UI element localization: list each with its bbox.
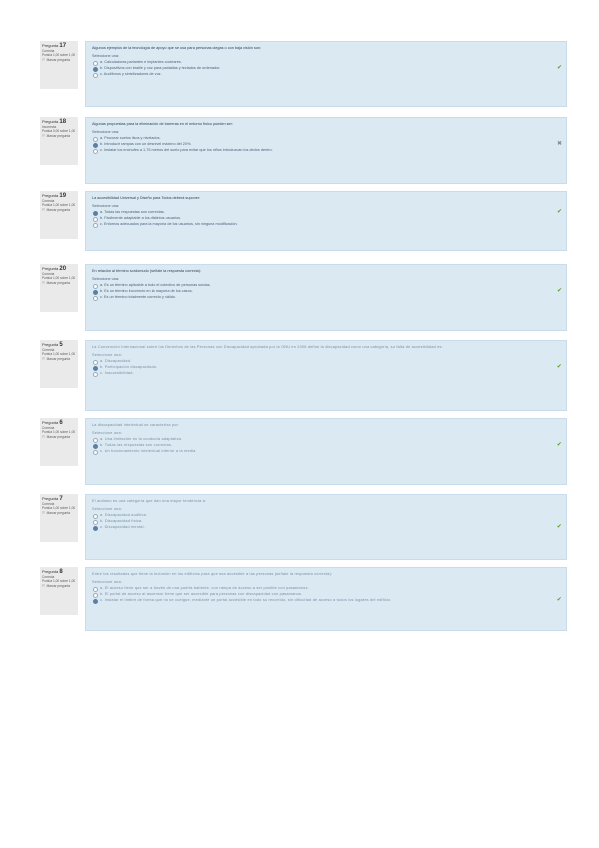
question-text: La discapacidad intelectual se caracteriza por: <box>92 423 180 427</box>
answer-option-label: c. Inaccesibilidad. <box>100 371 134 375</box>
question-6 <box>40 418 567 485</box>
answer-option[interactable] <box>92 448 560 454</box>
question-content <box>85 340 567 411</box>
flag-icon: ⚐ <box>42 132 46 138</box>
question-17 <box>40 41 567 107</box>
correct-check-icon: ✔ <box>556 209 562 215</box>
answer-option[interactable] <box>92 294 560 300</box>
question-content <box>85 191 567 251</box>
question-number: Pregunta 8 <box>42 569 63 575</box>
question-info <box>40 494 78 542</box>
flag-question-link[interactable]: ⚐ Marcar pregunta <box>42 582 70 588</box>
answer-option-label: c. Instalar el timbre de forma que no se cuelgue, mediante un portal accesible en todo su recorrido, sin dificultad de acceso a todos los lugares del edificio. <box>100 598 392 602</box>
question-info <box>40 191 78 239</box>
radio-button[interactable] <box>93 149 98 154</box>
correct-check-icon: ✔ <box>556 597 562 603</box>
question-content <box>85 494 567 560</box>
question-content <box>85 567 567 631</box>
answer-option-label: b. Participación discapacitado. <box>100 365 158 369</box>
flag-question-link[interactable]: ⚐ Marcar pregunta <box>42 355 70 361</box>
answer-option-label: c. Instalar los enchufes a 1,75 metros del suelo para evitar que los niños introduzcan los dedos dentro. <box>100 148 273 152</box>
question-number: Pregunta 6 <box>42 420 63 426</box>
question-score: Puntúa 0,00 sobre 1,00 <box>42 129 76 134</box>
question-text: La accesibilidad Universal y Diseño para Todos deberá suponer: <box>92 196 201 200</box>
question-text: Algunos ejemplos de la tecnología de apoyo que se usa para personas ciegas o con baja visión son: <box>92 46 262 50</box>
question-number: Pregunta 20 <box>42 266 67 272</box>
flag-icon: ⚐ <box>42 433 46 439</box>
question-number: Pregunta 7 <box>42 496 63 502</box>
flag-icon: ⚐ <box>42 56 46 62</box>
flag-question-link[interactable]: ⚐ Marcar pregunta <box>42 132 70 138</box>
radio-button[interactable] <box>93 599 98 604</box>
question-state: Correcta <box>42 271 55 276</box>
flag-question-link[interactable]: ⚐ Marcar pregunta <box>42 56 70 62</box>
question-text: Entre los resultados que tiene la inclusión en los edificios para que sea accesible a las personas (señale la respuesta correcta): <box>92 572 333 576</box>
answer-option[interactable] <box>92 71 560 77</box>
correct-check-icon: ✔ <box>556 524 562 530</box>
correct-check-icon: ✔ <box>556 364 562 370</box>
question-score: Puntúa 1,00 sobre 1,00 <box>42 430 76 435</box>
correct-check-icon: ✔ <box>556 288 562 294</box>
question-18 <box>40 117 567 184</box>
answer-option[interactable] <box>92 370 560 376</box>
radio-button[interactable] <box>93 223 98 228</box>
answer-option-label: b. Introducir rampas con un desnivel máximo del 20%. <box>100 142 192 146</box>
question-info <box>40 418 78 466</box>
question-state: Correcta <box>42 425 55 430</box>
answer-option[interactable] <box>92 221 560 227</box>
answer-prompt: Seleccione una: <box>92 204 120 208</box>
question-score: Puntúa 1,00 sobre 1,00 <box>42 579 76 584</box>
answer-prompt: Seleccione una: <box>92 580 123 584</box>
radio-button[interactable] <box>93 526 98 531</box>
answer-prompt: Seleccione una: <box>92 130 120 134</box>
question-text: Algunas propuestas para la eliminación de barreras en el entorno físico pueden ser: <box>92 122 233 126</box>
radio-button[interactable] <box>93 450 98 455</box>
question-8 <box>40 567 567 631</box>
question-info <box>40 340 78 388</box>
answer-option-label: b. Fácilmente adaptable a los distintos usuarios. <box>100 216 182 220</box>
flag-question-link[interactable]: ⚐ Marcar pregunta <box>42 509 70 515</box>
question-score: Puntúa 1,00 sobre 1,00 <box>42 276 76 281</box>
answer-option-label: c. Un funcionamiento intelectual inferior a la media. <box>100 449 197 453</box>
question-info <box>40 264 78 312</box>
answer-option-label: c. Es un término totalmente correcto y válido. <box>100 295 176 299</box>
question-score: Puntúa 1,00 sobre 1,00 <box>42 506 76 511</box>
answer-option-label: b. Dispositivos con braille y voz para pantallas y teclados de ordenador. <box>100 66 221 70</box>
answer-option-label: c. Entornos adecuados para la mayoría de los usuarios, sin ninguna modificación. <box>100 222 238 226</box>
question-state: Correcta <box>42 347 55 352</box>
flag-icon: ⚐ <box>42 582 46 588</box>
answer-option-label: b. Todas las respuestas son correctas. <box>100 443 173 447</box>
answer-option-label: a. Procurar suelos lisos y nivelados. <box>100 136 161 140</box>
answer-prompt: Seleccione una: <box>92 54 120 58</box>
answer-prompt: Seleccione una: <box>92 353 123 357</box>
answer-option-label: a. Una limitación en la conducta adaptativa. <box>100 437 183 441</box>
question-info <box>40 41 78 89</box>
flag-question-link[interactable]: ⚐ Marcar pregunta <box>42 279 70 285</box>
answer-option-label: a. Es un término aplicable a todo el colectivo de personas sordas. <box>100 283 211 287</box>
answer-option-label: b. Es un término incorrecto en la mayoría de los casos. <box>100 289 193 293</box>
answer-option-label: b. Discapacidad física. <box>100 519 143 523</box>
answer-option-label: b. El portal de acceso al ascensor tiene que ser accesible para personas con discapacidad con pasamanos. <box>100 592 303 596</box>
question-content <box>85 41 567 107</box>
incorrect-cross-icon: ✖ <box>556 141 562 147</box>
flag-icon: ⚐ <box>42 206 46 212</box>
question-number: Pregunta 18 <box>42 119 67 125</box>
question-19 <box>40 191 567 251</box>
question-info <box>40 567 78 615</box>
question-state: Correcta <box>42 574 55 579</box>
flag-question-link[interactable]: ⚐ Marcar pregunta <box>42 433 70 439</box>
correct-check-icon: ✔ <box>556 65 562 71</box>
question-score: Puntúa 1,00 sobre 1,00 <box>42 53 76 58</box>
question-5 <box>40 340 567 411</box>
answer-option-label: a. Todas las respuestas son correctas. <box>100 210 165 214</box>
correct-check-icon: ✔ <box>556 442 562 448</box>
question-info <box>40 117 78 165</box>
question-score: Puntúa 1,00 sobre 1,00 <box>42 203 76 208</box>
answer-option-label: c. Audífonos y sintetizadores de voz. <box>100 72 162 76</box>
flag-icon: ⚐ <box>42 279 46 285</box>
question-number: Pregunta 17 <box>42 43 67 49</box>
answer-option[interactable] <box>92 147 560 153</box>
answer-option-label: c. Discapacidad mental. <box>100 525 145 529</box>
answer-option-label: a. Discapacidad. <box>100 359 132 363</box>
answer-option[interactable] <box>92 524 560 530</box>
question-text: La Convención Internacional sobre los Derechos de las Personas con Discapacidad aprobada por la ONU en 2006 define la discapacidad como una categoría, su falta de accesibilidad es: <box>92 345 443 349</box>
radio-button[interactable] <box>93 372 98 377</box>
question-text: El autismo es una categoría que dan una mayor tendencia a: <box>92 499 207 503</box>
question-state: Correcta <box>42 501 55 506</box>
answer-option-label: a. Calculadoras parlantes e implantes cocleares. <box>100 60 182 64</box>
question-state: Correcta <box>42 48 55 53</box>
question-20 <box>40 264 567 331</box>
question-number: Pregunta 5 <box>42 342 63 348</box>
answer-prompt: Seleccione una: <box>92 431 123 435</box>
question-number: Pregunta 19 <box>42 193 67 199</box>
question-score: Puntúa 1,00 sobre 1,00 <box>42 352 76 357</box>
question-text: En relación al término sordomudo (señale la respuesta correcta): <box>92 269 202 273</box>
question-content <box>85 117 567 184</box>
flag-icon: ⚐ <box>42 355 46 361</box>
answer-prompt: Seleccione una: <box>92 277 120 281</box>
radio-button[interactable] <box>93 73 98 78</box>
answer-option-label: a. Discapacidad auditiva. <box>100 513 148 517</box>
question-7 <box>40 494 567 560</box>
radio-button[interactable] <box>93 296 98 301</box>
question-content <box>85 418 567 485</box>
answer-option[interactable] <box>92 597 560 603</box>
flag-icon: ⚐ <box>42 509 46 515</box>
flag-question-link[interactable]: ⚐ Marcar pregunta <box>42 206 70 212</box>
answer-prompt: Seleccione una: <box>92 507 123 511</box>
answer-option-label: a. El acceso tiene que ser a través de una puerta batiente, con rampa de acceso a ser posible con pasamanos. <box>100 586 309 590</box>
question-state: Correcta <box>42 198 55 203</box>
question-state: Incorrecta <box>42 124 57 129</box>
question-content <box>85 264 567 331</box>
